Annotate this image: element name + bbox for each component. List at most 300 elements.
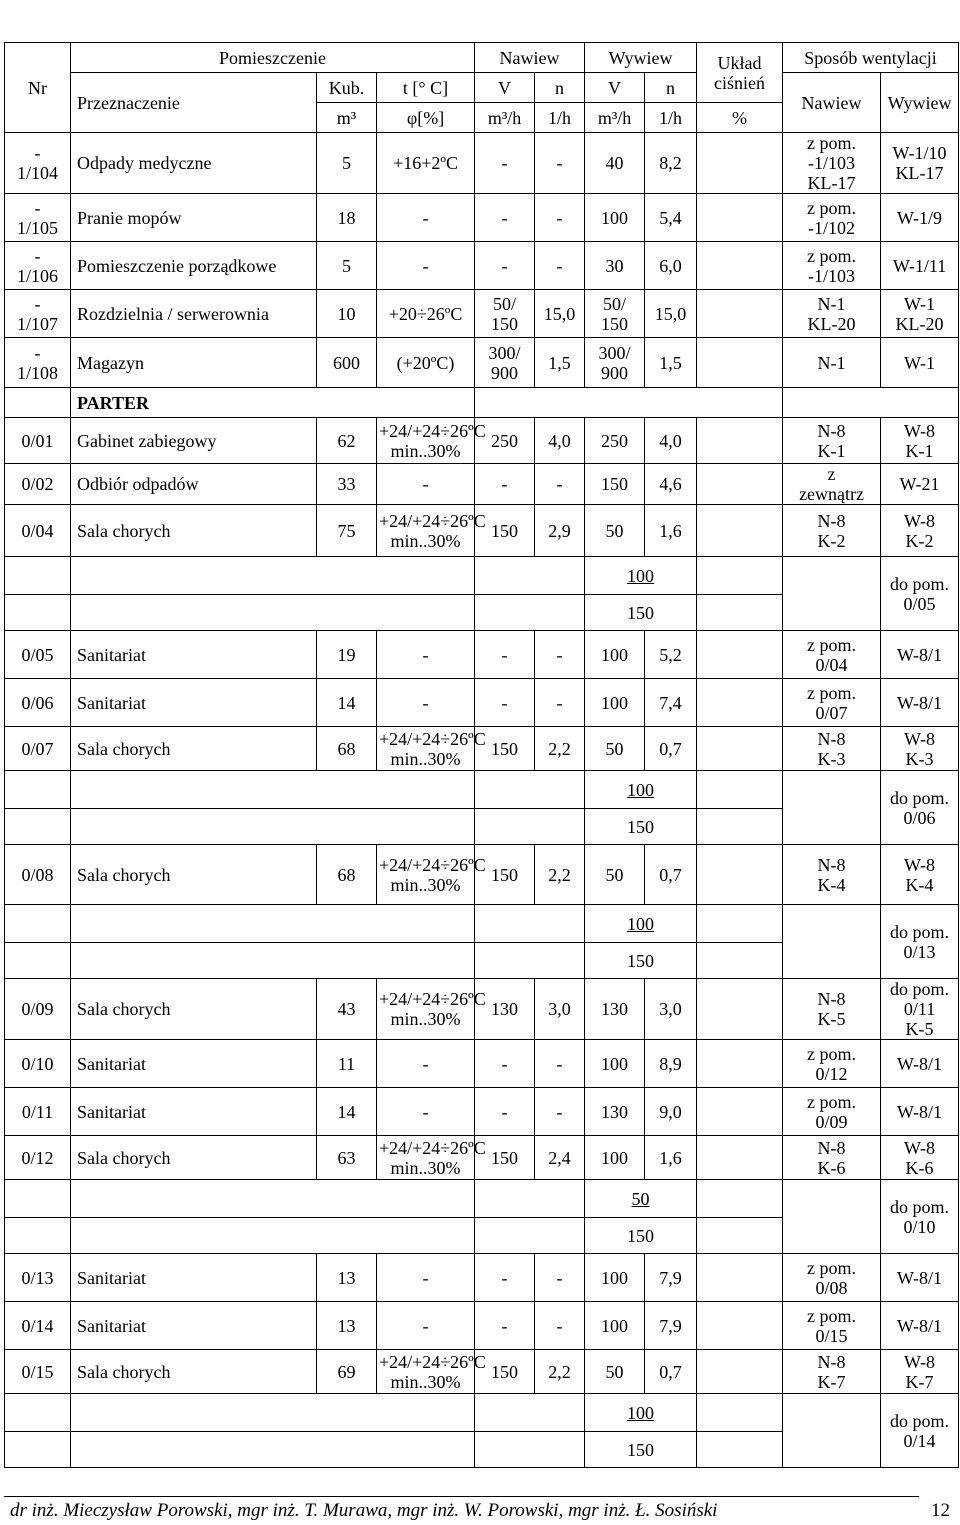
row-wywiew-n: 7,4: [645, 679, 697, 727]
section-empty: [475, 388, 783, 418]
row-temperatura: -: [377, 1254, 475, 1302]
row-przeznaczenie: Odbiór odpadów: [71, 464, 317, 505]
row-przeznaczenie: Sala chorych: [71, 979, 317, 1040]
header-sp-nawiew: Nawiew: [783, 73, 881, 133]
row-wywiew-n: 5,4: [645, 194, 697, 242]
extra-desc-cell: [71, 905, 475, 943]
extra-row: [5, 1180, 959, 1218]
extra-uklad-cell: [697, 1180, 783, 1218]
row-nawiew-n: -: [535, 464, 585, 505]
extra-desc-cell: [71, 771, 475, 809]
row-nr: - 1/104: [5, 133, 71, 194]
row-wywiew-v: 100: [585, 1254, 645, 1302]
table-row: [5, 631, 959, 679]
row-nr: 0/05: [5, 631, 71, 679]
row-wywiew-n: 6,0: [645, 242, 697, 290]
row-nr: - 1/107: [5, 290, 71, 338]
sp-wywiew: W-8/1: [881, 1040, 959, 1088]
sp-wywiew: do pom. 0/14: [881, 1394, 959, 1468]
extra-nr-cell: [5, 557, 71, 595]
extra-nawiew-cell: [475, 1394, 585, 1432]
extra-value: 100: [585, 557, 697, 595]
row-nawiew-v: -: [475, 133, 535, 194]
extra-nr-cell: [5, 1180, 71, 1218]
sp-wywiew: W-1: [881, 338, 959, 388]
row-przeznaczenie: Sala chorych: [71, 1136, 317, 1180]
sp-nawiew: N-1 KL-20: [783, 290, 881, 338]
extra-uklad-cell: [697, 943, 783, 979]
sp-wywiew: W-1/9: [881, 194, 959, 242]
row-wywiew-v: 100: [585, 194, 645, 242]
extra-desc-cell: [71, 557, 475, 595]
row-nr: 0/02: [5, 464, 71, 505]
sp-wywiew: do pom. 0/10: [881, 1180, 959, 1254]
row-temperatura: +24/+24÷26ºC min..30%: [377, 505, 475, 557]
row-temperatura: -: [377, 679, 475, 727]
row-wywiew-n: 7,9: [645, 1254, 697, 1302]
ventilation-table: [4, 42, 959, 1468]
row-temperatura: -: [377, 1040, 475, 1088]
sp-nawiew: z pom. -1/103 KL-17: [783, 133, 881, 194]
header-pct: %: [697, 103, 783, 133]
row-uklad: [697, 1088, 783, 1136]
row-wywiew-n: 0,7: [645, 1350, 697, 1394]
sp-wywiew: W-8 K-7: [881, 1350, 959, 1394]
row-nawiew-n: -: [535, 1088, 585, 1136]
row-uklad: [697, 679, 783, 727]
row-przeznaczenie: Magazyn: [71, 338, 317, 388]
row-wywiew-n: 8,9: [645, 1040, 697, 1088]
row-kubatura: 68: [317, 727, 377, 771]
extra-value: 150: [585, 1218, 697, 1254]
row-temperatura: (+20ºC): [377, 338, 475, 388]
row-kubatura: 19: [317, 631, 377, 679]
extra-value: 100: [585, 905, 697, 943]
row-temperatura: +24/+24÷26ºC min..30%: [377, 727, 475, 771]
table-row: [5, 418, 959, 464]
row-nawiew-n: 4,0: [535, 418, 585, 464]
extra-uklad-cell: [697, 1394, 783, 1432]
sp-wywiew: W-8/1: [881, 679, 959, 727]
row-nawiew-n: 2,4: [535, 1136, 585, 1180]
row-uklad: [697, 1136, 783, 1180]
row-temperatura: -: [377, 631, 475, 679]
header-n1: n: [535, 73, 585, 103]
row-nawiew-v: -: [475, 194, 535, 242]
row-nawiew-v: -: [475, 1302, 535, 1350]
table-row: [5, 133, 959, 194]
extra-value: 150: [585, 943, 697, 979]
extra-nr-cell: [5, 943, 71, 979]
extra-nawiew-cell: [475, 771, 585, 809]
extra-sp-nawiew-cell: [783, 557, 881, 631]
table-row: [5, 194, 959, 242]
row-temperatura: -: [377, 464, 475, 505]
row-kubatura: 69: [317, 1350, 377, 1394]
row-temperatura: +24/+24÷26ºC min..30%: [377, 1136, 475, 1180]
header-m3h-1: m³/h: [475, 103, 535, 133]
extra-nr-cell: [5, 905, 71, 943]
header-nr: Nr: [5, 43, 71, 133]
row-temperatura: -: [377, 242, 475, 290]
extra-row: [5, 557, 959, 595]
row-wywiew-n: 15,0: [645, 290, 697, 338]
header-t: t [° C]: [377, 73, 475, 103]
row-uklad: [697, 194, 783, 242]
header-v2: V: [585, 73, 645, 103]
row-nawiew-n: -: [535, 1302, 585, 1350]
row-nawiew-v: 150: [475, 1136, 535, 1180]
row-kubatura: 33: [317, 464, 377, 505]
sp-wywiew: W-8 K-1: [881, 418, 959, 464]
row-nawiew-n: -: [535, 133, 585, 194]
row-temperatura: +24/+24÷26ºC min..30%: [377, 1350, 475, 1394]
header-v1: V: [475, 73, 535, 103]
row-nr: 0/13: [5, 1254, 71, 1302]
section-sp-empty: [783, 388, 959, 418]
row-nawiew-v: -: [475, 1040, 535, 1088]
table-row: [5, 979, 959, 1040]
header-row-2: [5, 73, 959, 103]
sp-nawiew: N-8 K-6: [783, 1136, 881, 1180]
header-sposob: Sposób wentylacji: [783, 43, 959, 73]
table-row: [5, 1350, 959, 1394]
row-uklad: [697, 242, 783, 290]
row-wywiew-n: 4,0: [645, 418, 697, 464]
table-row: [5, 242, 959, 290]
extra-uklad-cell: [697, 905, 783, 943]
row-uklad: [697, 505, 783, 557]
extra-desc-cell: [71, 1432, 475, 1468]
row-kubatura: 5: [317, 133, 377, 194]
sp-wywiew: do pom. 0/05: [881, 557, 959, 631]
row-przeznaczenie: Pomieszczenie porządkowe: [71, 242, 317, 290]
row-wywiew-v: 100: [585, 1040, 645, 1088]
extra-nr-cell: [5, 1432, 71, 1468]
extra-desc-cell: [71, 943, 475, 979]
extra-sp-nawiew-cell: [783, 1394, 881, 1468]
sp-nawiew: z pom. 0/12: [783, 1040, 881, 1088]
row-przeznaczenie: Sanitariat: [71, 1040, 317, 1088]
sp-wywiew: W-8 K-3: [881, 727, 959, 771]
extra-nr-cell: [5, 595, 71, 631]
row-nr: 0/09: [5, 979, 71, 1040]
table-row: [5, 464, 959, 505]
sp-wywiew: W-8 K-2: [881, 505, 959, 557]
row-nawiew-v: -: [475, 679, 535, 727]
row-wywiew-n: 1,6: [645, 1136, 697, 1180]
row-wywiew-n: 1,6: [645, 505, 697, 557]
row-wywiew-n: 1,5: [645, 338, 697, 388]
sp-nawiew: z pom. 0/15: [783, 1302, 881, 1350]
sp-nawiew: N-1: [783, 338, 881, 388]
header-nawiew: Nawiew: [475, 43, 585, 73]
table-row: [5, 290, 959, 338]
extra-nawiew-cell: [475, 1218, 585, 1254]
row-wywiew-v: 100: [585, 1302, 645, 1350]
extra-row: [5, 905, 959, 943]
row-przeznaczenie: Sanitariat: [71, 1088, 317, 1136]
row-nawiew-n: 3,0: [535, 979, 585, 1040]
row-przeznaczenie: Sanitariat: [71, 1302, 317, 1350]
sp-wywiew: W-8/1: [881, 1302, 959, 1350]
row-kubatura: 63: [317, 1136, 377, 1180]
sp-wywiew: W-8/1: [881, 1254, 959, 1302]
row-kubatura: 62: [317, 418, 377, 464]
extra-uklad-cell: [697, 557, 783, 595]
row-nawiew-n: 2,2: [535, 727, 585, 771]
row-nawiew-n: 15,0: [535, 290, 585, 338]
row-uklad: [697, 979, 783, 1040]
row-wywiew-n: 7,9: [645, 1302, 697, 1350]
table-row: [5, 727, 959, 771]
row-uklad: [697, 1254, 783, 1302]
row-wywiew-v: 50: [585, 1350, 645, 1394]
row-nawiew-v: 130: [475, 979, 535, 1040]
extra-sp-nawiew-cell: [783, 771, 881, 845]
sp-nawiew: N-8 K-4: [783, 845, 881, 905]
row-temperatura: -: [377, 1302, 475, 1350]
extra-desc-cell: [71, 595, 475, 631]
row-nawiew-n: 2,9: [535, 505, 585, 557]
row-kubatura: 68: [317, 845, 377, 905]
row-nawiew-v: -: [475, 1254, 535, 1302]
extra-sp-nawiew-cell: [783, 905, 881, 979]
row-przeznaczenie: Sala chorych: [71, 727, 317, 771]
sp-nawiew: z pom. -1/103: [783, 242, 881, 290]
sp-wywiew: do pom. 0/13: [881, 905, 959, 979]
extra-nr-cell: [5, 1218, 71, 1254]
table-row: [5, 1136, 959, 1180]
header-m3h-2: m³/h: [585, 103, 645, 133]
extra-nawiew-cell: [475, 1180, 585, 1218]
row-wywiew-n: 5,2: [645, 631, 697, 679]
row-wywiew-v: 250: [585, 418, 645, 464]
row-wywiew-n: 3,0: [645, 979, 697, 1040]
table-row: [5, 1088, 959, 1136]
row-temperatura: -: [377, 194, 475, 242]
row-kubatura: 14: [317, 679, 377, 727]
row-wywiew-v: 50/ 150: [585, 290, 645, 338]
sp-wywiew: W-8 K-6: [881, 1136, 959, 1180]
sp-wywiew: W-8/1: [881, 631, 959, 679]
footer-rule: [4, 1496, 919, 1497]
row-uklad: [697, 631, 783, 679]
row-uklad: [697, 338, 783, 388]
row-uklad: [697, 464, 783, 505]
row-wywiew-n: 9,0: [645, 1088, 697, 1136]
section-nr-cell: [5, 388, 71, 418]
row-uklad: [697, 1302, 783, 1350]
row-wywiew-v: 300/ 900: [585, 338, 645, 388]
row-uklad: [697, 845, 783, 905]
extra-value: 150: [585, 809, 697, 845]
sp-nawiew: N-8 K-3: [783, 727, 881, 771]
sp-nawiew: N-8 K-2: [783, 505, 881, 557]
row-nawiew-n: -: [535, 631, 585, 679]
row-przeznaczenie: Sala chorych: [71, 505, 317, 557]
row-nr: - 1/106: [5, 242, 71, 290]
row-temperatura: -: [377, 1088, 475, 1136]
sp-wywiew: W-8 K-4: [881, 845, 959, 905]
sp-nawiew: z pom. 0/08: [783, 1254, 881, 1302]
row-wywiew-n: 8,2: [645, 133, 697, 194]
table-row: [5, 1040, 959, 1088]
extra-value: 100: [585, 1394, 697, 1432]
row-nr: 0/12: [5, 1136, 71, 1180]
row-wywiew-v: 130: [585, 1088, 645, 1136]
extra-value: 100: [585, 771, 697, 809]
row-nr: 0/01: [5, 418, 71, 464]
sp-nawiew: N-8 K-7: [783, 1350, 881, 1394]
row-kubatura: 600: [317, 338, 377, 388]
row-wywiew-n: 4,6: [645, 464, 697, 505]
row-uklad: [697, 1350, 783, 1394]
row-nawiew-n: -: [535, 194, 585, 242]
row-przeznaczenie: Sanitariat: [71, 631, 317, 679]
row-nawiew-v: 150: [475, 505, 535, 557]
row-przeznaczenie: Sala chorych: [71, 1350, 317, 1394]
row-wywiew-v: 150: [585, 464, 645, 505]
header-h-2: 1/h: [645, 103, 697, 133]
extra-nr-cell: [5, 771, 71, 809]
row-temperatura: +24/+24÷26ºC min..30%: [377, 418, 475, 464]
header-h-1: 1/h: [535, 103, 585, 133]
sp-wywiew: do pom. 0/06: [881, 771, 959, 845]
row-nawiew-n: -: [535, 1040, 585, 1088]
row-uklad: [697, 290, 783, 338]
row-nawiew-n: -: [535, 242, 585, 290]
extra-nr-cell: [5, 1394, 71, 1432]
row-nr: 0/08: [5, 845, 71, 905]
row-kubatura: 10: [317, 290, 377, 338]
extra-value: 150: [585, 595, 697, 631]
row-kubatura: 43: [317, 979, 377, 1040]
row-nawiew-v: 300/ 900: [475, 338, 535, 388]
header-phi: φ[%]: [377, 103, 475, 133]
row-wywiew-n: 0,7: [645, 727, 697, 771]
header-pomieszczenie: Pomieszczenie: [71, 43, 475, 73]
extra-uklad-cell: [697, 771, 783, 809]
row-wywiew-v: 50: [585, 505, 645, 557]
extra-uklad-cell: [697, 1432, 783, 1468]
row-temperatura: +16+2ºC: [377, 133, 475, 194]
extra-nawiew-cell: [475, 943, 585, 979]
sp-nawiew: N-8 K-5: [783, 979, 881, 1040]
header-sp-wywiew: Wywiew: [881, 73, 959, 133]
extra-uklad-cell: [697, 595, 783, 631]
row-uklad: [697, 418, 783, 464]
extra-nr-cell: [5, 809, 71, 845]
row-nawiew-v: -: [475, 464, 535, 505]
sp-nawiew: z pom. -1/102: [783, 194, 881, 242]
row-nr: 0/10: [5, 1040, 71, 1088]
table-row: [5, 1254, 959, 1302]
row-przeznaczenie: Gabinet zabiegowy: [71, 418, 317, 464]
row-nawiew-n: 2,2: [535, 845, 585, 905]
row-kubatura: 75: [317, 505, 377, 557]
extra-nawiew-cell: [475, 905, 585, 943]
header-przeznaczenie: Przeznaczenie: [71, 73, 317, 133]
sp-nawiew: z pom. 0/04: [783, 631, 881, 679]
row-temperatura: +24/+24÷26ºC min..30%: [377, 845, 475, 905]
row-kubatura: 14: [317, 1088, 377, 1136]
row-przeznaczenie: Rozdzielnia / serwerownia: [71, 290, 317, 338]
row-nawiew-v: 250: [475, 418, 535, 464]
row-kubatura: 18: [317, 194, 377, 242]
row-kubatura: 11: [317, 1040, 377, 1088]
section-label: PARTER: [71, 388, 475, 418]
extra-nawiew-cell: [475, 1432, 585, 1468]
footer-authors: dr inż. Mieczysław Porowski, mgr inż. T. Murawa, mgr inż. W. Porowski, mgr inż. Ł. Sosiński: [10, 1500, 718, 1521]
extra-uklad-cell: [697, 809, 783, 845]
extra-nawiew-cell: [475, 557, 585, 595]
header-n2: n: [645, 73, 697, 103]
row-wywiew-v: 50: [585, 845, 645, 905]
row-nawiew-n: 1,5: [535, 338, 585, 388]
table-row: [5, 679, 959, 727]
extra-nawiew-cell: [475, 809, 585, 845]
row-uklad: [697, 727, 783, 771]
row-wywiew-n: 0,7: [645, 845, 697, 905]
table-row: [5, 338, 959, 388]
row-temperatura: +24/+24÷26ºC min..30%: [377, 979, 475, 1040]
row-nawiew-v: 150: [475, 845, 535, 905]
sp-wywiew: do pom. 0/11 K-5: [881, 979, 959, 1040]
extra-value: 50: [585, 1180, 697, 1218]
row-wywiew-v: 100: [585, 679, 645, 727]
row-wywiew-v: 100: [585, 631, 645, 679]
row-nr: 0/14: [5, 1302, 71, 1350]
row-nr: - 1/105: [5, 194, 71, 242]
table-row: [5, 845, 959, 905]
row-nawiew-v: -: [475, 631, 535, 679]
header-m3: m³: [317, 103, 377, 133]
table-row: [5, 1302, 959, 1350]
row-nawiew-v: 150: [475, 1350, 535, 1394]
row-nawiew-n: -: [535, 1254, 585, 1302]
row-kubatura: 13: [317, 1254, 377, 1302]
table-row: [5, 505, 959, 557]
page-number: 12: [931, 1500, 950, 1521]
header-row-1: [5, 43, 959, 73]
row-przeznaczenie: Pranie mopów: [71, 194, 317, 242]
sp-nawiew: N-8 K-1: [783, 418, 881, 464]
extra-sp-nawiew-cell: [783, 1180, 881, 1254]
row-wywiew-v: 50: [585, 727, 645, 771]
row-przeznaczenie: Odpady medyczne: [71, 133, 317, 194]
row-przeznaczenie: Sala chorych: [71, 845, 317, 905]
extra-desc-cell: [71, 809, 475, 845]
sp-wywiew: W-1/11: [881, 242, 959, 290]
sp-wywiew: W-1 KL-20: [881, 290, 959, 338]
sp-wywiew: W-21: [881, 464, 959, 505]
row-nawiew-v: 50/ 150: [475, 290, 535, 338]
row-uklad: [697, 133, 783, 194]
row-nawiew-n: -: [535, 679, 585, 727]
extra-row: [5, 771, 959, 809]
header-wywiew: Wywiew: [585, 43, 697, 73]
row-nawiew-v: -: [475, 242, 535, 290]
row-nawiew-n: 2,2: [535, 1350, 585, 1394]
row-wywiew-v: 40: [585, 133, 645, 194]
row-przeznaczenie: Sanitariat: [71, 1254, 317, 1302]
extra-uklad-cell: [697, 1218, 783, 1254]
row-wywiew-v: 130: [585, 979, 645, 1040]
row-wywiew-v: 100: [585, 1136, 645, 1180]
row-nr: - 1/108: [5, 338, 71, 388]
row-przeznaczenie: Sanitariat: [71, 679, 317, 727]
